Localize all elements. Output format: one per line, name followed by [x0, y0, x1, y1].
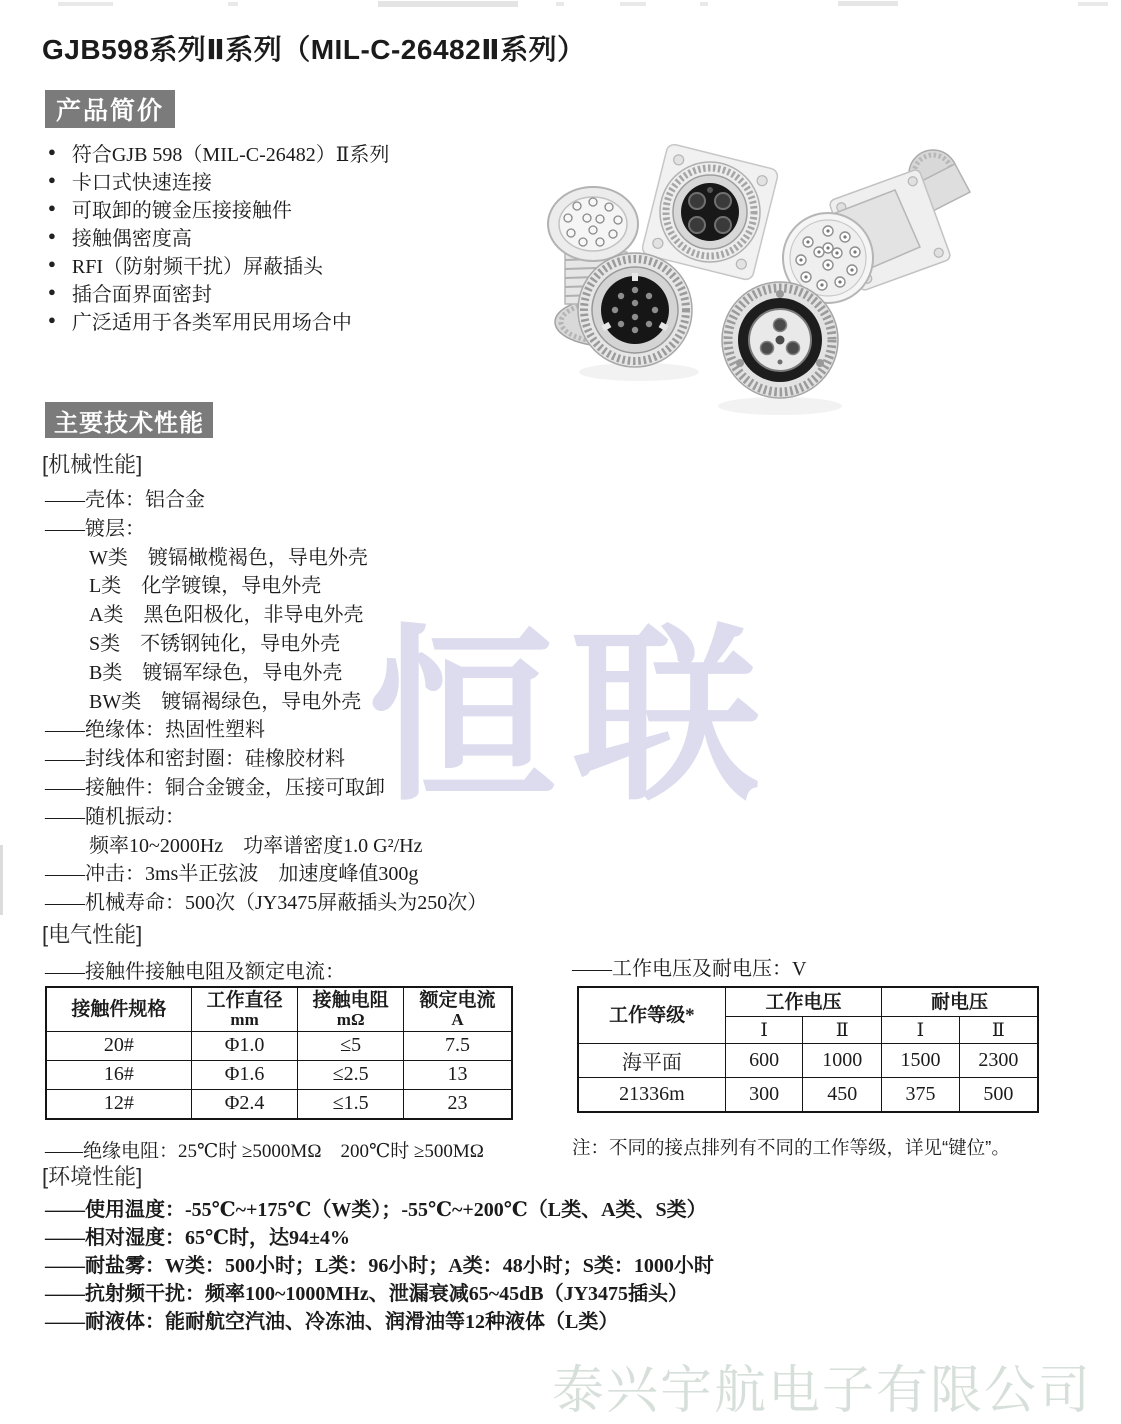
feature-text: RFI（防射频干扰）屏蔽插头	[71, 255, 323, 278]
cell: Φ1.6	[191, 1060, 298, 1089]
cell: 13	[403, 1060, 512, 1089]
cell: 600	[725, 1044, 803, 1078]
cell: 21336m	[578, 1078, 725, 1113]
feature-text: 插合面界面密封	[71, 283, 212, 306]
cell: 1000	[803, 1044, 882, 1078]
cell: 16#	[46, 1060, 191, 1089]
table-row	[46, 1031, 512, 1060]
cell: Φ2.4	[191, 1089, 298, 1119]
col-header: 额定电流 A	[403, 987, 512, 1031]
cell: ≤2.5	[298, 1060, 404, 1089]
bullet-icon: ●	[48, 172, 56, 187]
cell: 375	[882, 1078, 960, 1113]
feature-text: 可取卸的镀金压接接触件	[71, 199, 292, 222]
cell: 23	[403, 1089, 512, 1119]
insulation-line: ——绝缘电阻：25℃时 ≥5000MΩ 200℃时 ≥500MΩ	[45, 1141, 484, 1162]
col-header: 工作直径 mm	[191, 987, 298, 1031]
spec-line: S类 不锈钢钝化，导电外壳	[89, 632, 341, 655]
col-header: 工作电压	[725, 987, 881, 1017]
cell: 20#	[46, 1031, 191, 1060]
feature-item	[48, 194, 389, 222]
cell: 海平面	[578, 1044, 725, 1078]
scan-artifact	[0, 845, 3, 915]
spec-line: 频率10~2000Hz 功率谱密度1.0 G²/Hz	[89, 834, 423, 857]
cell: 1500	[882, 1044, 960, 1078]
electrical-label: [电气性能]	[42, 922, 143, 947]
mechanical-specs	[45, 486, 487, 918]
spec-line: ——耐盐雾：W类：500小时；L类：96小时；A类：48小时；S类：1000小时	[45, 1255, 714, 1277]
feature-text: 符合GJB 598（MIL-C-26482）Ⅱ系列	[71, 143, 390, 166]
cell: 2300	[959, 1044, 1038, 1078]
spec-line: ——镀层：	[45, 517, 145, 540]
connector-illustration-multi-contact	[783, 150, 970, 303]
mechanical-label: [机械性能]	[42, 452, 143, 477]
scan-artifact	[556, 2, 564, 6]
bullet-icon: ●	[48, 144, 56, 159]
col-subheader: Ⅱ	[803, 1017, 882, 1044]
col-header: 接触件规格	[46, 987, 191, 1031]
scan-artifact	[378, 1, 518, 7]
col-header: 工作等级*	[578, 987, 725, 1044]
bullet-icon: ●	[48, 256, 56, 271]
environment-specs	[45, 1196, 714, 1336]
spec-line: BW类 镀镉褐绿色，导电外壳	[89, 690, 362, 713]
spec-line: ——冲击：3ms半正弦波 加速度峰值300g	[45, 863, 419, 886]
scan-artifact	[620, 2, 646, 6]
feature-text: 卡口式快速连接	[71, 171, 212, 194]
environment-label: [环境性能]	[42, 1164, 143, 1189]
spec-line: ——封线体和密封圈：硅橡胶材料	[45, 748, 345, 771]
voltage-table	[577, 986, 1039, 1113]
table-row	[578, 1044, 1038, 1078]
col-header: 耐电压	[882, 987, 1038, 1017]
table-row	[578, 1078, 1038, 1113]
feature-text: 广泛适用于各类军用民用场合中	[71, 311, 352, 334]
cell: Φ1.0	[191, 1031, 298, 1060]
feature-item	[48, 278, 389, 306]
spec-line: ——绝缘体：热固性塑料	[45, 719, 265, 742]
feature-item	[48, 166, 389, 194]
scan-artifact	[838, 1, 898, 6]
cell: ≤5	[298, 1031, 404, 1060]
contact-resistance-table	[45, 986, 513, 1120]
bullet-icon: ●	[48, 200, 56, 215]
table-row	[46, 1089, 512, 1119]
bullet-icon: ●	[48, 312, 56, 327]
col-subheader: Ⅰ	[725, 1017, 803, 1044]
bullet-icon: ●	[48, 228, 56, 243]
contact-table-caption: ——接触件接触电阻及额定电流：	[45, 961, 345, 983]
feature-item	[48, 222, 389, 250]
spec-line: ——机械寿命：500次（JY3475屏蔽插头为250次）	[45, 892, 488, 915]
feature-text: 接触偶密度高	[71, 227, 192, 250]
connector-illustration-bayonet-3pin	[718, 282, 842, 415]
feature-item	[48, 250, 389, 278]
feature-item	[48, 138, 389, 166]
col-subheader: Ⅱ	[959, 1017, 1038, 1044]
spec-line: ——使用温度：-55℃~+175℃（W类）；-55℃~+200℃（L类、A类、S类）	[45, 1199, 707, 1221]
feature-list	[48, 138, 389, 334]
cell: 500	[959, 1078, 1038, 1113]
bullet-icon: ●	[48, 284, 56, 299]
cell: 300	[725, 1078, 803, 1113]
spec-line: A类 黑色阳极化，非导电外壳	[89, 604, 364, 627]
scan-artifact	[1078, 2, 1108, 6]
spec-line: ——壳体：铝合金	[45, 489, 205, 511]
col-header: 接触电阻 mΩ	[298, 987, 404, 1031]
voltage-table-caption: ——工作电压及耐电压：V	[572, 958, 807, 980]
spec-line: ——接触件：铜合金镀金，压接可取卸	[45, 776, 385, 799]
spec-line: ——耐液体：能耐航空汽油、冷冻油、润滑油等12种液体（L类）	[45, 1311, 619, 1333]
watermark-footer: 泰兴宇航电子有限公司	[552, 1361, 1093, 1421]
watermark-center: 恒联	[368, 606, 776, 827]
product-photo	[525, 112, 1015, 420]
cell: 12#	[46, 1089, 191, 1119]
spec-line: ——抗射频干扰：频率100~1000MHz、泄漏衰减65~45dB（JY3475插头）	[45, 1283, 689, 1305]
spec-line: ——随机振动：	[45, 805, 185, 828]
scan-artifact	[700, 2, 708, 6]
section-header-product-intro: 产品简价	[45, 90, 175, 128]
spec-line: B类 镀镉军绿色，导电外壳	[89, 661, 343, 684]
cell: 450	[803, 1078, 882, 1113]
cell: 7.5	[403, 1031, 512, 1060]
spec-line: L类 化学镀镍，导电外壳	[89, 575, 322, 598]
page-title: GJB598系列Ⅱ系列（MIL-C-26482Ⅱ系列）	[42, 34, 586, 65]
scan-artifact	[228, 2, 238, 6]
connector-illustration-bayonet-socket	[578, 253, 699, 381]
scan-artifact	[58, 2, 113, 6]
col-subheader: Ⅰ	[882, 1017, 960, 1044]
table-row	[46, 1060, 512, 1089]
voltage-note: 注：不同的接点排列有不同的工作等级，详见“键位”。	[572, 1137, 1010, 1158]
feature-item	[48, 306, 389, 334]
section-header-tech: 主要技术性能	[45, 402, 213, 438]
spec-line: W类 镀镉橄榄褐色，导电外壳	[89, 546, 368, 569]
spec-line: ——相对湿度：65℃时，达94±4%	[45, 1227, 350, 1249]
cell: ≤1.5	[298, 1089, 404, 1119]
